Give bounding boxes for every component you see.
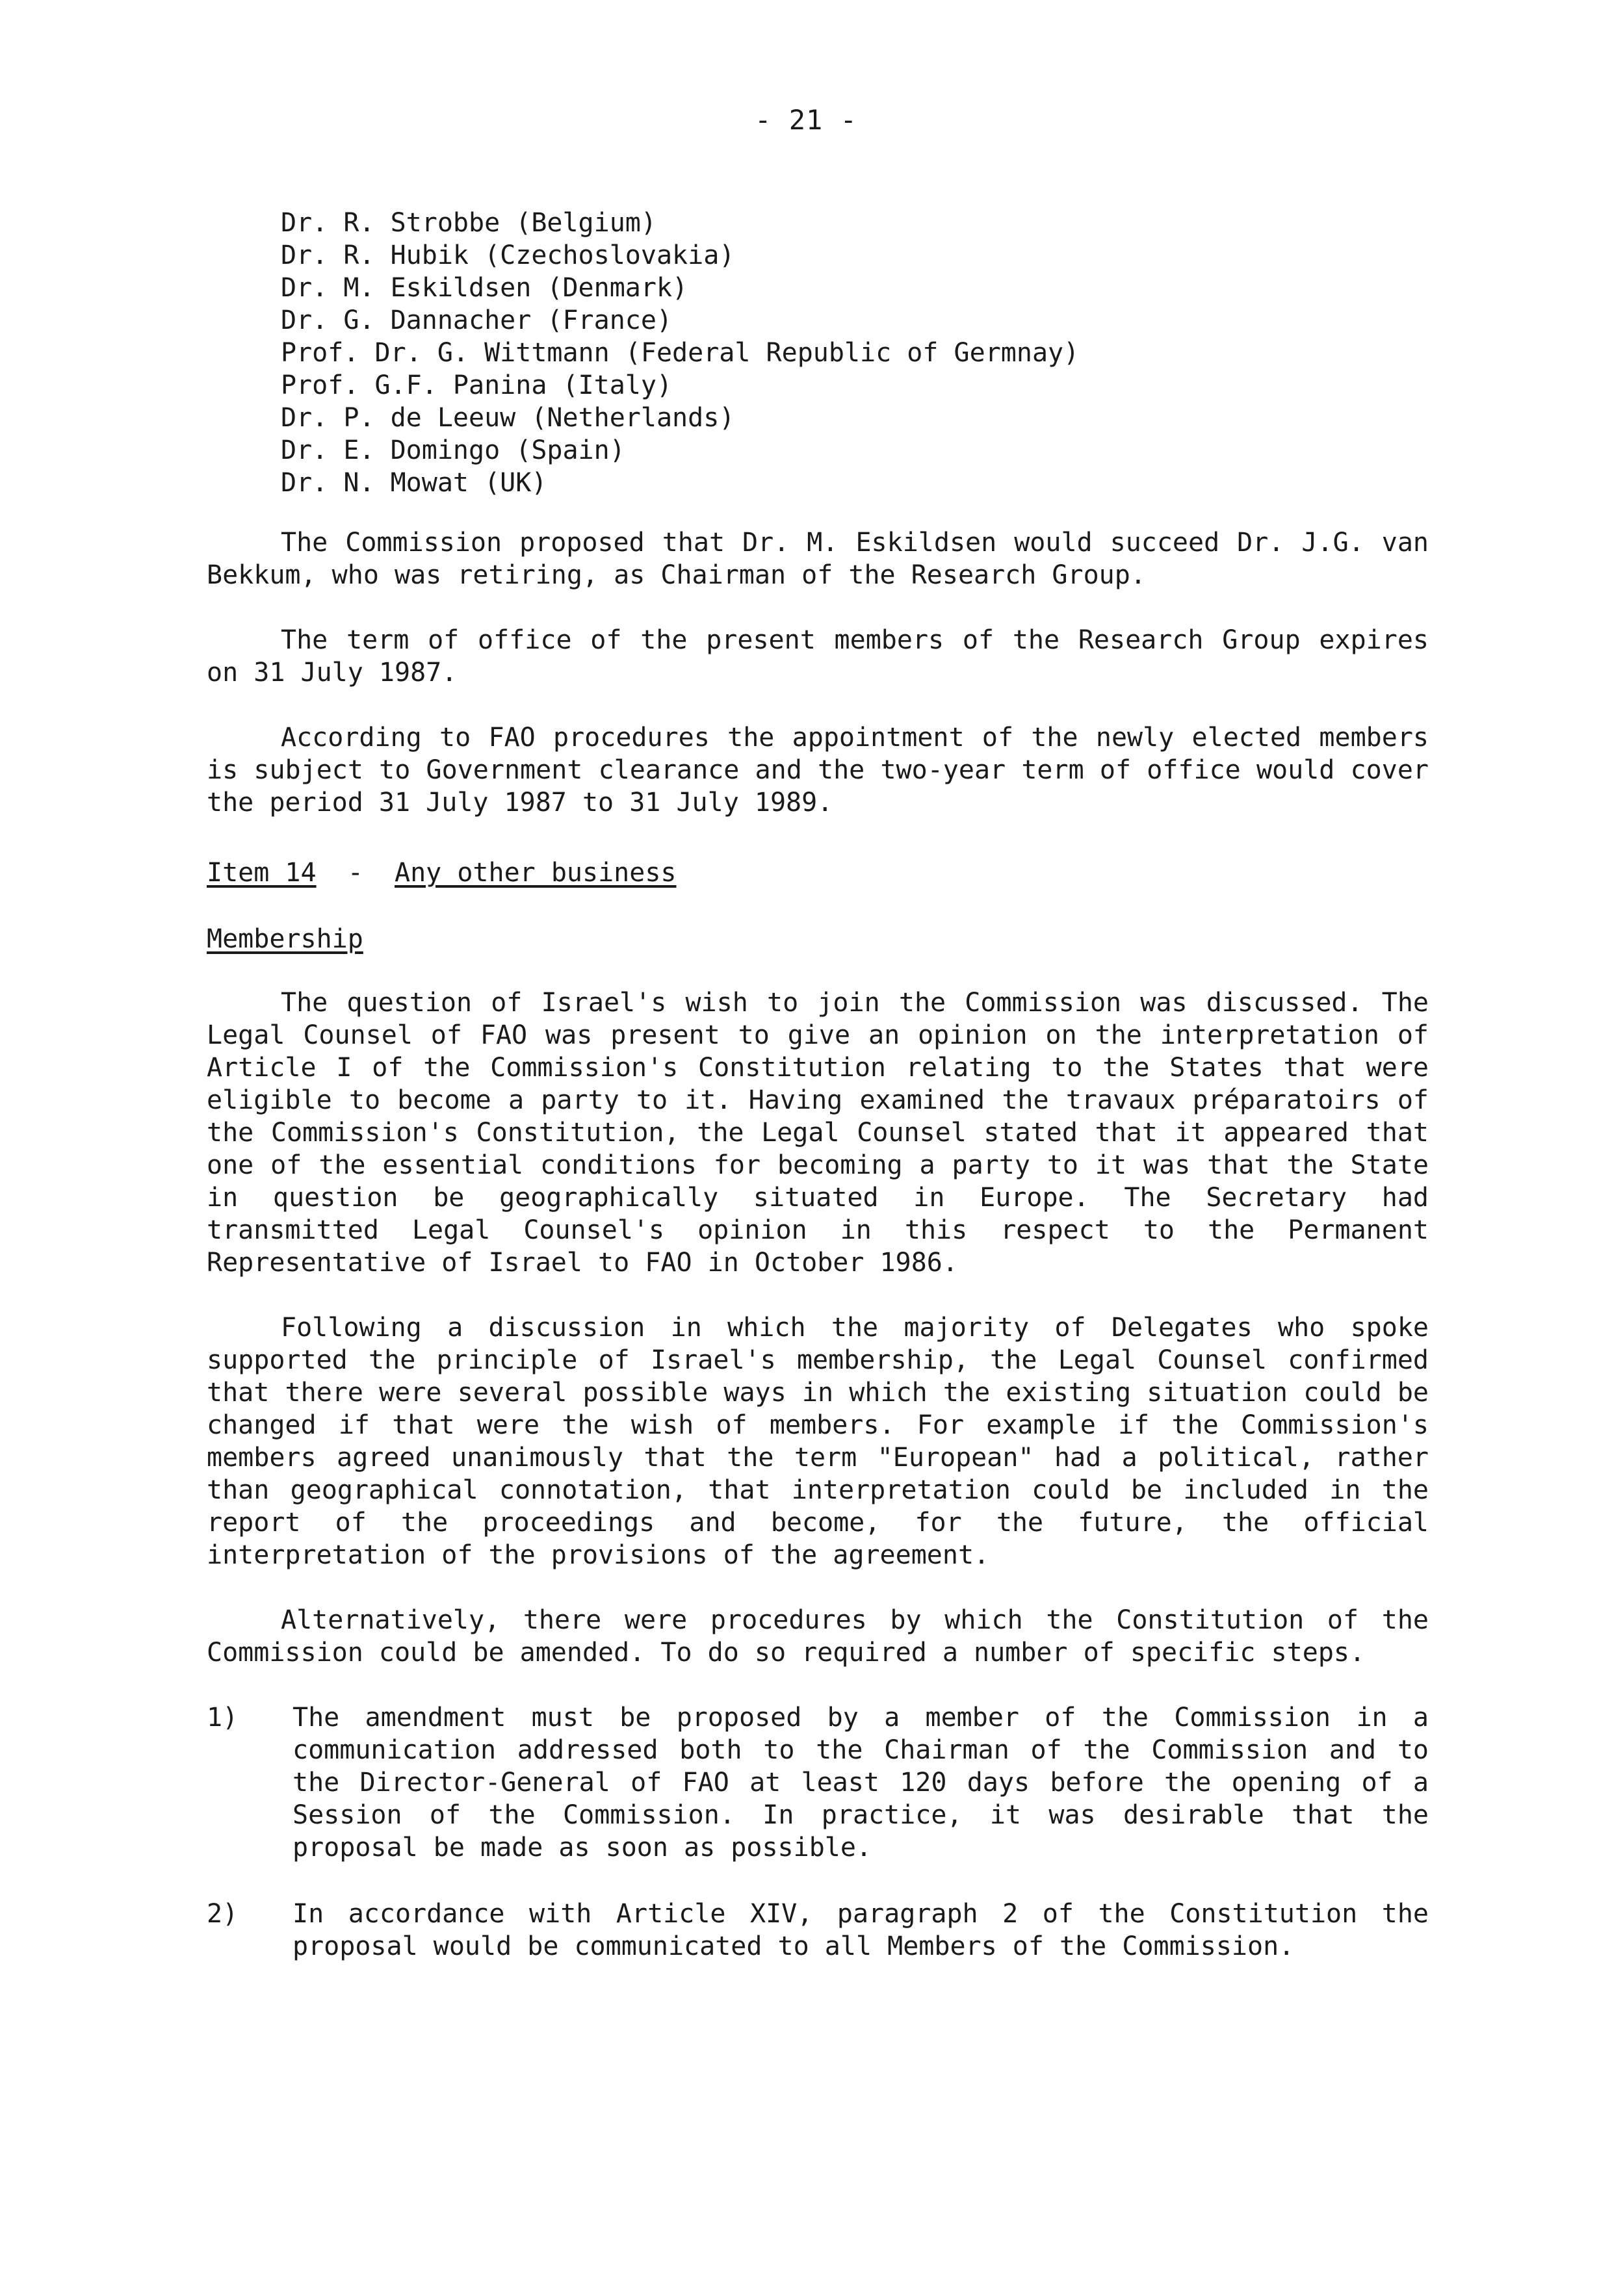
member-list-item: Dr. R. Strobbe (Belgium) [281, 208, 656, 238]
step-text: The amendment must be proposed by a member of the Commission in a communication addressed both to the Chairman of the Commission and to the Director-General of FAO at least 120 days before the opening of a Session of the Commission. In practice, it was desirable that the proposal be made as soon as possible. [292, 1703, 1429, 1863]
paragraph-israel-membership: The question of Israel's wish to join the Commission was discussed. The Legal Counsel of FAO was present to give an opinion on the interpretation of Article I of the Commission's Constitution relating to the States that were eligible to become a party to it. Having examined the travaux préparatoirs of the Commission's Constitution, the Legal Counsel stated that it appeared that one of the essential conditions for becoming a party to it was that the State in question be geographically situated in Europe. The Secretary had transmitted Legal Counsel's opinion in this respect to the Permanent Representative of Israel to FAO in October 1986. [207, 988, 1429, 1278]
paragraph-legal-counsel-discussion: Following a discussion in which the majority of Delegates who spoke supported the principle of Israel's membership, the Legal Counsel confirmed that there were several possible ways in which the existing situation could be changed if that were the wish of members. For example if the Commission's members agreed unanimously that the term "European" had a political, rather than geographical connotation, that interpretation could be included in the report of the proceedings and become, for the future, the official interpretation of the provisions of the agreement. [207, 1313, 1429, 1570]
page-number: - 21 - [755, 104, 857, 136]
member-list-item: Prof. Dr. G. Wittmann (Federal Republic of Germnay) [281, 338, 1080, 368]
paragraph-chairman-succession: The Commission proposed that Dr. M. Eskildsen would succeed Dr. J.G. van Bekkum, who was retiring, as Chairman of the Research Group. [207, 528, 1429, 590]
member-list-item: Dr. E. Domingo (Spain) [281, 435, 625, 465]
step-item-1 [207, 1701, 1429, 1864]
paragraph-fao-procedures: According to FAO procedures the appointment of the newly elected members is subject to Government clearance and the two-year term of office would cover the period 31 July 1987 to 31 July 1989. [207, 723, 1429, 818]
item-title: Any other business [395, 858, 677, 888]
item-heading [207, 857, 677, 889]
step-item-2 [207, 1898, 1429, 1963]
item-number: Item 14 [207, 858, 317, 888]
section-subheading [207, 923, 363, 955]
step-text: In accordance with Article XIV, paragraph 2 of the Constitution the proposal would be communicated to all Members of the Commission. [292, 1899, 1429, 1961]
step-number: 2) [207, 1899, 239, 1929]
paragraph-term-of-office: The term of office of the present members of the Research Group expires on 31 July 1987. [207, 625, 1429, 688]
member-list-item: Dr. N. Mowat (UK) [281, 468, 547, 498]
member-list-item: Prof. G.F. Panina (Italy) [281, 370, 673, 400]
member-list-item: Dr. G. Dannacher (France) [281, 305, 673, 335]
item-dash: - [347, 858, 363, 888]
research-group-member-list [281, 207, 1079, 499]
paragraph-amendment-procedures: Alternatively, there were procedures by which the Constitution of the Commission could be amended. To do so required a number of specific steps. [207, 1605, 1429, 1668]
member-list-item: Dr. M. Eskildsen (Denmark) [281, 273, 688, 303]
member-list-item: Dr. R. Hubik (Czechoslovakia) [281, 240, 735, 270]
member-list-item: Dr. P. de Leeuw (Netherlands) [281, 403, 735, 433]
step-number: 1) [207, 1703, 239, 1733]
subheading-membership: Membership [207, 924, 363, 954]
